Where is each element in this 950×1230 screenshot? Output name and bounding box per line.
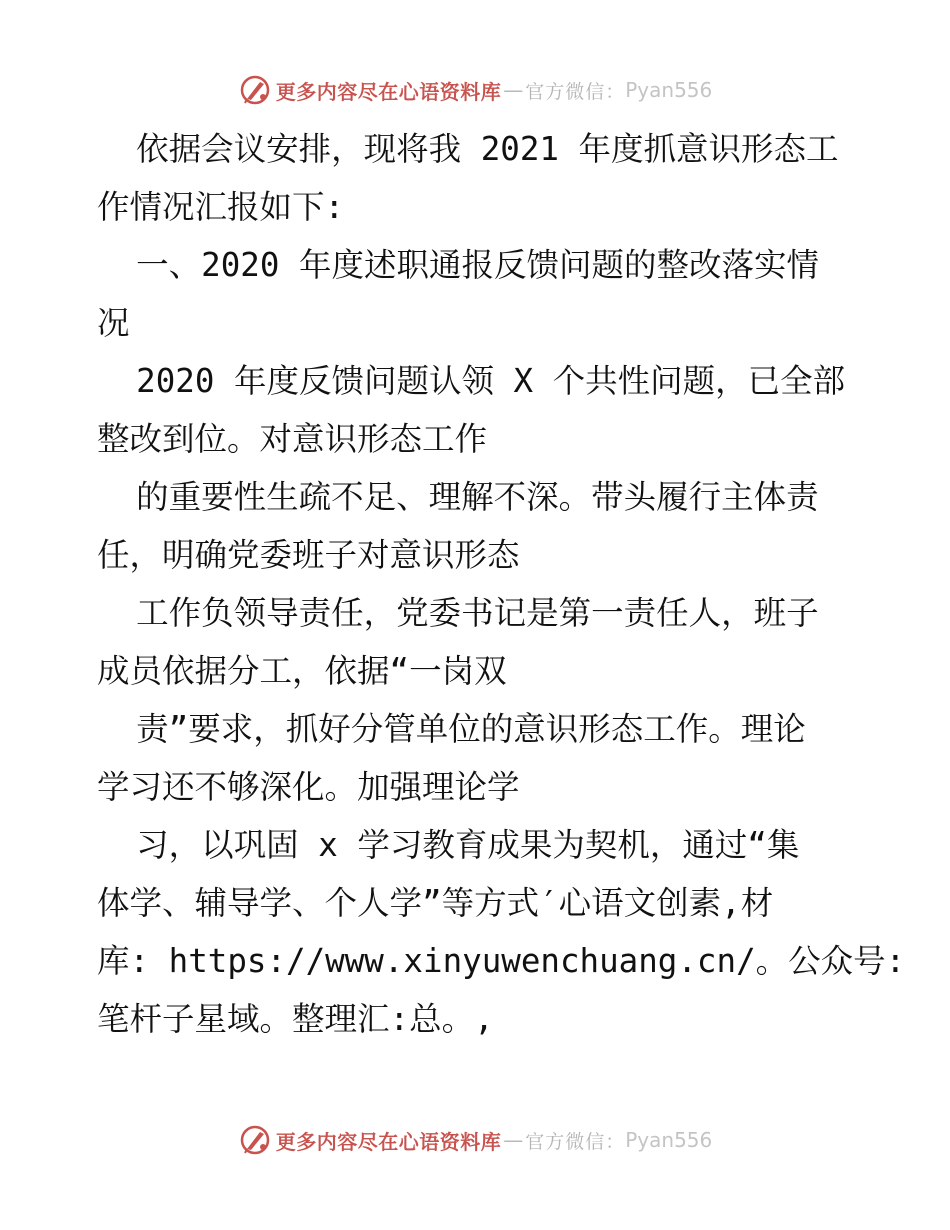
document-body	[97, 120, 906, 1048]
text-line: 体学、辅导学、个人学”等方式′心语文创素,材	[97, 884, 774, 922]
text-line: 况	[97, 304, 130, 342]
watermark-main-text: 更多内容尽在心语资料库	[275, 79, 502, 104]
text-line: 库: https://www.xinyuwenchuang.cn/。公众号:	[97, 942, 906, 980]
text-line: 责”要求，抓好分管单位的意识形态工作。理论	[97, 710, 806, 748]
text-line: 整改到位。对意识形态工作	[97, 420, 488, 458]
text-line: 2020 年度反馈问题认领 X 个共性问题，已全部	[97, 362, 846, 400]
text-line: 笔杆子星域。整理汇:总。,	[97, 1000, 494, 1038]
text-line: 依据会议安排，现将我 2021 年度抓意识形态工	[97, 130, 839, 168]
text-line: 工作负领导责任，党委书记是第一责任人，班子	[97, 594, 819, 632]
watermark-banner-bottom	[0, 1120, 950, 1160]
text-line: 任，明确党委班子对意识形态	[97, 536, 520, 574]
text-line: 成员依据分工，依据“一岗双	[97, 652, 507, 690]
watermark-official-label: 官方微信：	[525, 80, 626, 103]
text-line: 作情况汇报如下:	[97, 188, 345, 226]
text-line: 的重要性生疏不足、理解不深。带头履行主体责	[97, 478, 819, 516]
quill-logo-icon	[238, 1123, 272, 1157]
watermark-official-label: 官方微信：	[525, 1130, 626, 1153]
watermark-banner-top	[0, 70, 950, 110]
text-line: 习，以巩固 x 学习教育成果为契机，通过“集	[97, 826, 800, 864]
watermark-wechat-id: Pyan556	[625, 78, 713, 102]
text-line: 一、2020 年度述职通报反馈问题的整改落实情	[97, 246, 819, 284]
watermark-dash: —	[503, 1128, 524, 1152]
watermark-dash: —	[503, 78, 524, 102]
watermark-wechat-id: Pyan556	[625, 1128, 713, 1152]
watermark-main-text: 更多内容尽在心语资料库	[275, 1129, 502, 1154]
quill-logo-icon	[238, 73, 272, 107]
text-line: 学习还不够深化。加强理论学	[97, 768, 520, 806]
